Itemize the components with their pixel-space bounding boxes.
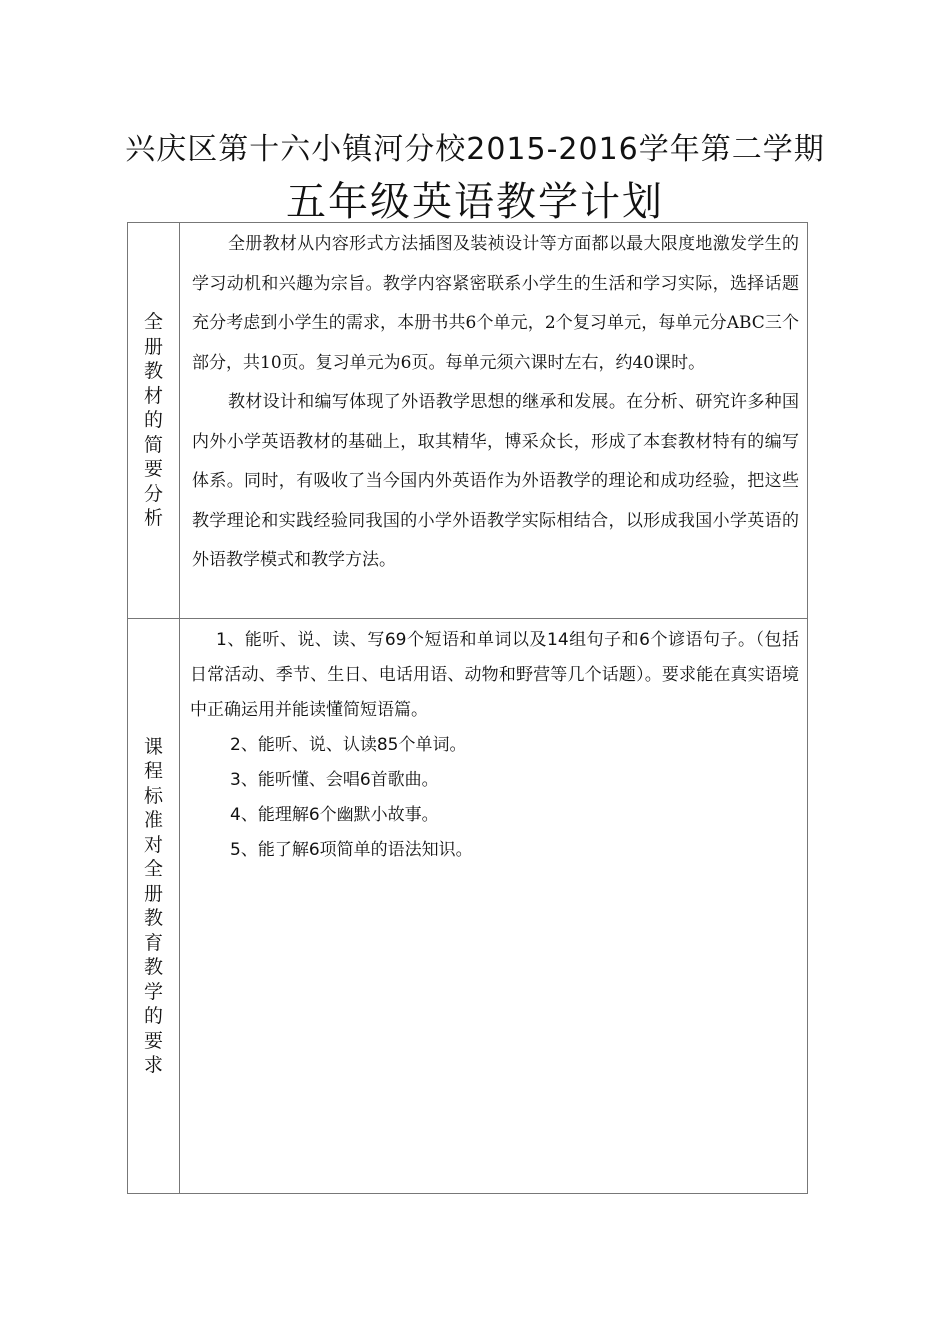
section2-label: 课程标准对全册教育教学的要求 [143, 735, 163, 1076]
section1-label: 全册教材的简要分析 [143, 311, 163, 530]
section1-paragraph-1: 全册教材从内容形式方法插图及装祯设计等方面都以最大限度地激发学生的学习动机和兴趣为宗旨。教学内容紧密联系小学生的生活和学习实际，选择话题充分考虑到小学生的需求，本册书共6个单元，2个复习单元，每单元分ABC三个部分，共10页。复习单元为6页。每单元须六课时左右，约40课时。 [192, 234, 799, 373]
table-row-textbook-analysis [128, 223, 808, 619]
document-title-line2: 五年级英语教学计划 [286, 179, 664, 225]
document-title-line1: 兴庆区第十六小镇河分校2015-2016学年第二学期 [125, 132, 825, 167]
requirement-item-1: 1、能听、说、读、写69个短语和单词以及14组句子和6个谚语句子。（包括日常活动、季节、生日、电话用语、动物和野营等几个话题）。要求能在真实语境中正确运用并能读懂简短语篇。 [190, 630, 799, 720]
section1-content-cell [180, 223, 808, 619]
section2-label-cell [128, 619, 180, 1194]
requirement-item-4: 4、能理解6个幽默小故事。 [230, 805, 439, 825]
requirement-item-3: 3、能听懂、会唱6首歌曲。 [230, 770, 439, 790]
section2-content-cell [180, 619, 808, 1194]
section1-label-cell [128, 223, 180, 619]
table-row-curriculum-requirements [128, 619, 808, 1194]
teaching-plan-table [127, 222, 808, 1194]
section1-paragraph-2: 教材设计和编写体现了外语教学思想的继承和发展。在分析、研究许多种国内外小学英语教材的基础上，取其精华，博采众长，形成了本套教材特有的编写体系。同时，有吸收了当今国内外英语作为外语教学的理论和成功经验，把这些教学理论和实践经验同我国的小学外语教学实际相结合，以形成我国小学英语的外语教学模式和教学方法。 [192, 392, 799, 570]
requirement-item-2: 2、能听、说、认读85个单词。 [230, 735, 467, 755]
requirement-item-5: 5、能了解6项简单的语法知识。 [230, 840, 473, 860]
